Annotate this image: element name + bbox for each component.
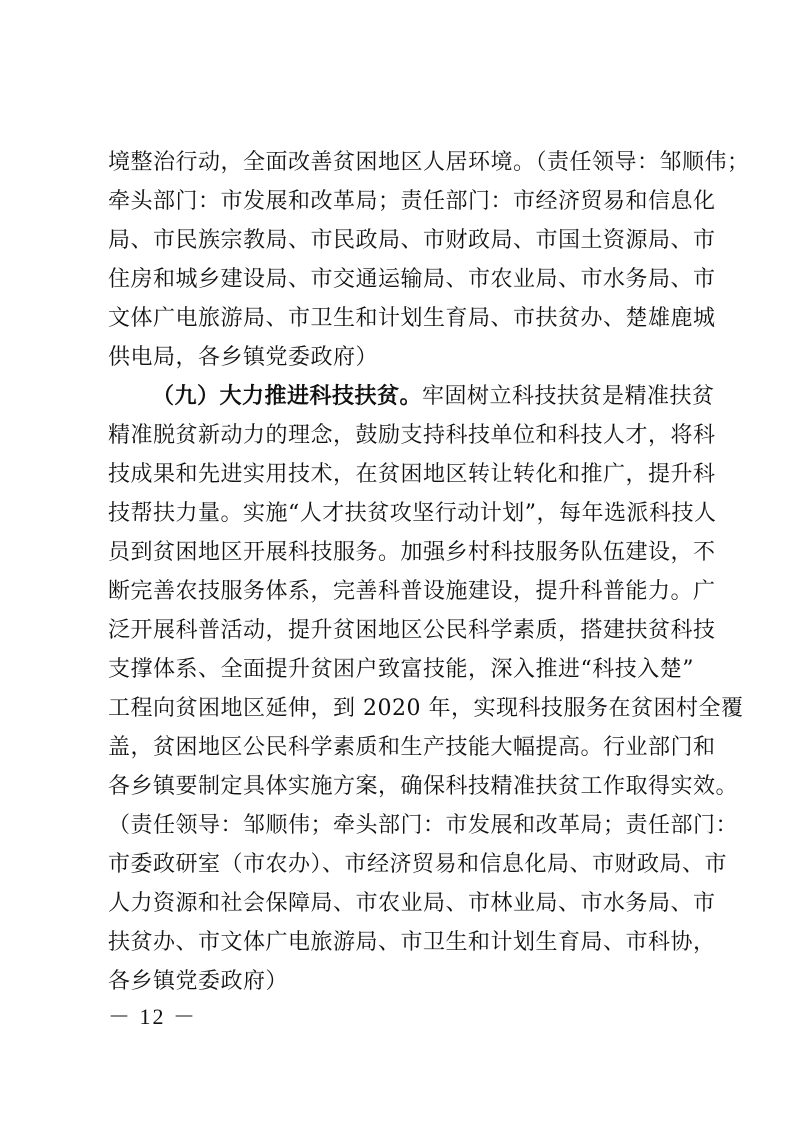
- paragraph-continuation: [108, 143, 750, 377]
- text-line: （责任领导：邹顺伟；牵头部门：市发展和改革局；责任部门：: [108, 813, 739, 838]
- section-heading: （九）大力推进科技扶贫。: [152, 383, 423, 409]
- body-text: [108, 143, 750, 1001]
- first-line-text: 牢固树立科技扶贫是精准扶贫: [422, 384, 715, 409]
- page-number: － 12 －: [108, 1004, 198, 1029]
- text-line: 住房和城乡建设局、市交通运输局、市农业局、市水务局、市: [108, 267, 716, 292]
- text-line: 技帮扶力量。实施“人才扶贫攻坚行动计划”，每年选派科技人: [108, 501, 717, 526]
- text-line: 市委政研室（市农办）、市经济贸易和信息化局、市财政局、市: [108, 852, 728, 877]
- text-line: 断完善农技服务体系，完善科普设施建设，提升科普能力。广: [108, 579, 716, 604]
- text-line: 精准脱贫新动力的理念，鼓励支持科技单位和科技人才，将科: [108, 423, 716, 448]
- text-line: 盖，贫困地区公民科学素质和生产技能大幅提高。行业部门和: [108, 735, 716, 760]
- text-line: 牵头部门：市发展和改革局；责任部门：市经济贸易和信息化: [108, 189, 716, 214]
- text-line: 各乡镇要制定具体实施方案，确保科技精准扶贫工作取得实效。: [108, 774, 739, 799]
- text-line: 技成果和先进实用技术，在贫困地区转让转化和推广，提升科: [108, 462, 716, 487]
- text-line: 局、市民族宗教局、市民政局、市财政局、市国土资源局、市: [108, 228, 716, 253]
- text-line: 扶贫办、市文体广电旅游局、市卫生和计划生育局、市科协，: [108, 930, 716, 955]
- paragraph-tech-poverty: [108, 377, 744, 1001]
- text-line: 人力资源和社会保障局、市农业局、市林业局、市水务局、市: [108, 891, 716, 916]
- text-line: 支撑体系、全面提升贫困户致富技能，深入推进“科技入楚”: [108, 657, 694, 682]
- text-line: 泛开展科普活动，提升贫困地区公民科学素质，搭建扶贫科技: [108, 618, 716, 643]
- text-line: 文体广电旅游局、市卫生和计划生育局、市扶贫办、楚雄鹿城: [108, 306, 716, 331]
- text-line: 供电局，各乡镇党委政府）: [108, 345, 379, 370]
- text-line: 员到贫困地区开展科技服务。加强乡村科技服务队伍建设，不: [108, 540, 716, 565]
- text-line: 各乡镇党委政府）: [108, 969, 289, 994]
- text-line: 境整治行动，全面改善贫困地区人居环境。（责任领导：邹顺伟；: [108, 150, 750, 175]
- text-line-first: [108, 377, 715, 416]
- text-line: 工程向贫困地区延伸，到 2020 年，实现科技服务在贫困村全覆: [108, 696, 744, 721]
